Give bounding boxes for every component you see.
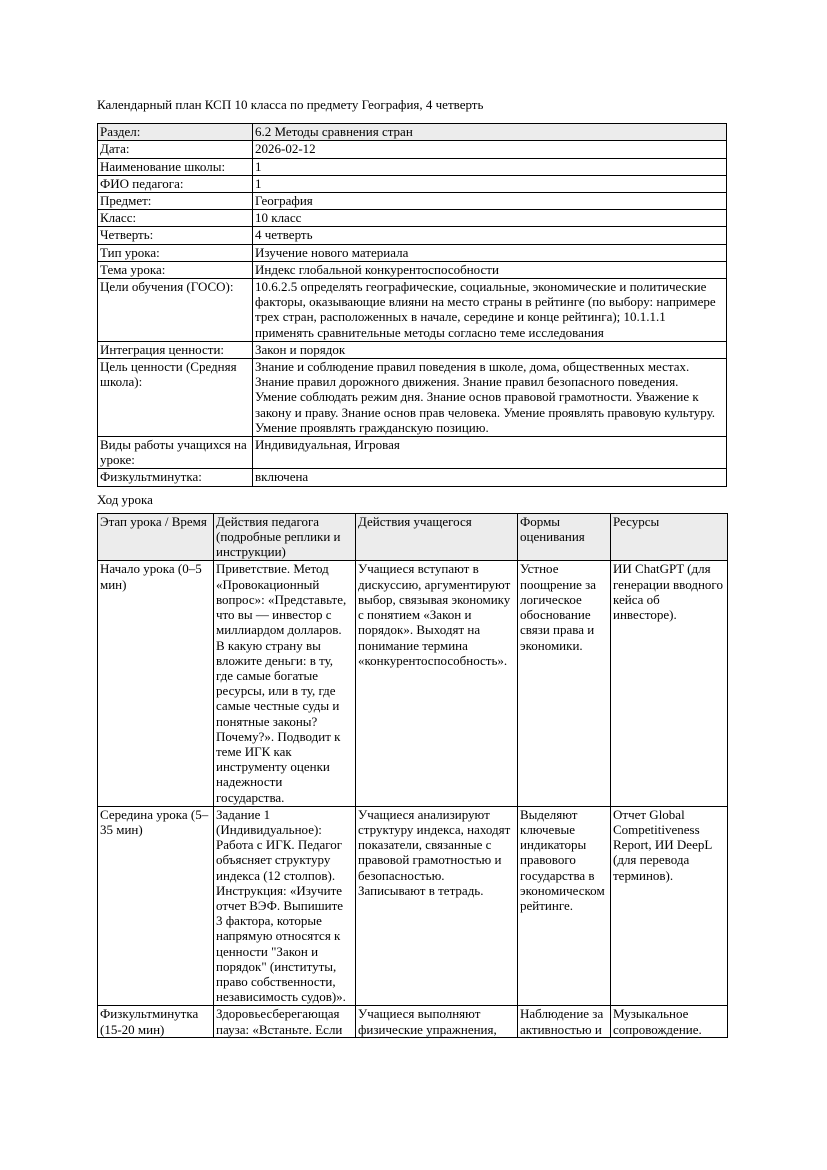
- info-label: ФИО педагога:: [98, 175, 253, 192]
- document-page: [97, 97, 727, 1038]
- student-actions-cell: Учащиеся выполняют физические упражнения,: [356, 1006, 518, 1038]
- info-value: 1: [253, 175, 727, 192]
- teacher-actions-cell: Здоровьесберегающая пауза: «Встаньте. Если: [214, 1006, 356, 1038]
- stage-cell: Физкультминутка (15-20 мин): [98, 1006, 214, 1038]
- table-row: [98, 210, 727, 227]
- teacher-actions-cell: Задание 1 (Индивидуальное): Работа с ИГК. Педагог объясняет структуру индекса (12 столпов). Инструкция: «Изучите отчет ВЭФ. Выпишите 3 фактора, которые напрямую относятся к ценности "Закон и порядок" (институты, право собственности, независимость судов)».: [214, 806, 356, 1006]
- info-label: Дата:: [98, 141, 253, 158]
- info-label: Наименование школы:: [98, 158, 253, 175]
- info-label: Предмет:: [98, 193, 253, 210]
- table-row: [98, 227, 727, 244]
- table-row: [98, 341, 727, 358]
- assessment-cell: Выделяют ключевые индикаторы правового государства в экономическом рейтинге.: [518, 806, 611, 1006]
- resources-cell: Отчет Global Competitiveness Report, ИИ DeepL (для перевода терминов).: [611, 806, 728, 1006]
- info-label: Физкультминутка:: [98, 469, 253, 486]
- info-label: Тип урока:: [98, 244, 253, 261]
- info-value: 6.2 Методы сравнения стран: [253, 124, 727, 141]
- table-row: [98, 279, 727, 342]
- stage-cell: Начало урока (0–5 мин): [98, 561, 214, 806]
- table-row: [98, 261, 727, 278]
- table-row: [98, 561, 728, 806]
- table-row: [98, 469, 727, 486]
- info-label: Виды работы учащихся на уроке:: [98, 437, 253, 469]
- student-actions-cell: Учащиеся анализируют структуру индекса, находят показатели, связанные с правовой грамотностью и безопасностью. Записывают в тетрадь.: [356, 806, 518, 1006]
- resources-cell: Музыкальное сопровождение.: [611, 1006, 728, 1038]
- resources-cell: ИИ ChatGPT (для генерации вводного кейса об инвесторе).: [611, 561, 728, 806]
- col-header-resources: Ресурсы: [611, 513, 728, 561]
- table-row: [98, 806, 728, 1006]
- section-heading: Ход урока: [97, 491, 153, 507]
- table-row-clipped: [98, 1006, 728, 1038]
- info-label: Цель ценности (Средняя школа):: [98, 359, 253, 437]
- teacher-actions-cell: Приветствие. Метод «Провокационный вопрос»: «Представьте, что вы — инвестор с миллиардом долларов. В какую страну вы вложите деньги: в ту, где самые богатые ресурсы, или в ту, где самые честные суды и понятные законы? Почему?». Подводит к теме ИГК как инструменту оценки надежности государства.: [214, 561, 356, 806]
- col-header-stage: Этап урока / Время: [98, 513, 214, 561]
- info-value: География: [253, 193, 727, 210]
- student-actions-cell: Учащиеся вступают в дискуссию, аргументируют выбор, связывая экономику с понятием «Закон и порядок». Выходят на понимание термина «конкурентоспособность».: [356, 561, 518, 806]
- table-row: [98, 244, 727, 261]
- info-value: Знание и соблюдение правил поведения в школе, дома, общественных местах. Знание правил дорожного движения. Знание правил безопасного поведения. Умение соблюдать режим дня. Знание основ правовой грамотности. Уважение к закону и праву. Знание основ прав человека. Умение проявлять правовую культуру. Умение проявлять гражданскую позицию.: [253, 359, 727, 437]
- info-label: Класс:: [98, 210, 253, 227]
- info-label: Цели обучения (ГОСО):: [98, 279, 253, 342]
- info-value: Индивидуальная, Игровая: [253, 437, 727, 469]
- info-value: 2026-02-12: [253, 141, 727, 158]
- info-label: Тема урока:: [98, 261, 253, 278]
- col-header-teacher-actions: Действия педагога (подробные реплики и инструкции): [214, 513, 356, 561]
- table-row: [98, 193, 727, 210]
- assessment-cell: Устное поощрение за логическое обоснование связи права и экономики.: [518, 561, 611, 806]
- table-row: [98, 124, 727, 141]
- info-value: 10 класс: [253, 210, 727, 227]
- info-label: Четверть:: [98, 227, 253, 244]
- info-value: Закон и порядок: [253, 341, 727, 358]
- col-header-assessment: Формы оценивания: [518, 513, 611, 561]
- lesson-info-table: [97, 123, 727, 486]
- table-row: [98, 359, 727, 437]
- table-header-row: [98, 513, 728, 561]
- table-row: [98, 175, 727, 192]
- info-label: Раздел:: [98, 124, 253, 141]
- info-value: включена: [253, 469, 727, 486]
- info-value: 10.6.2.5 определять географические, социальные, экономические и политические факторы, оказывающие влияни на место страны в рейтинге (по выбору: напримере трех стран, расположенных в начале, середине и конце рейтинга); 10.1.1.1 применять сравнительные методы согласно теме исследования: [253, 279, 727, 342]
- info-value: Индекс глобальной конкурентоспособности: [253, 261, 727, 278]
- info-value: 1: [253, 158, 727, 175]
- col-header-student-actions: Действия учащегося: [356, 513, 518, 561]
- lesson-plan-table: [97, 513, 728, 1039]
- info-value: Изучение нового материала: [253, 244, 727, 261]
- info-label: Интеграция ценности:: [98, 341, 253, 358]
- table-row: [98, 158, 727, 175]
- info-value: 4 четверть: [253, 227, 727, 244]
- stage-cell: Середина урока (5–35 мин): [98, 806, 214, 1006]
- table-row: [98, 141, 727, 158]
- page-title: Календарный план КСП 10 класса по предмету География, 4 четверть: [97, 97, 484, 112]
- table-row: [98, 437, 727, 469]
- assessment-cell: Наблюдение за активностью и: [518, 1006, 611, 1038]
